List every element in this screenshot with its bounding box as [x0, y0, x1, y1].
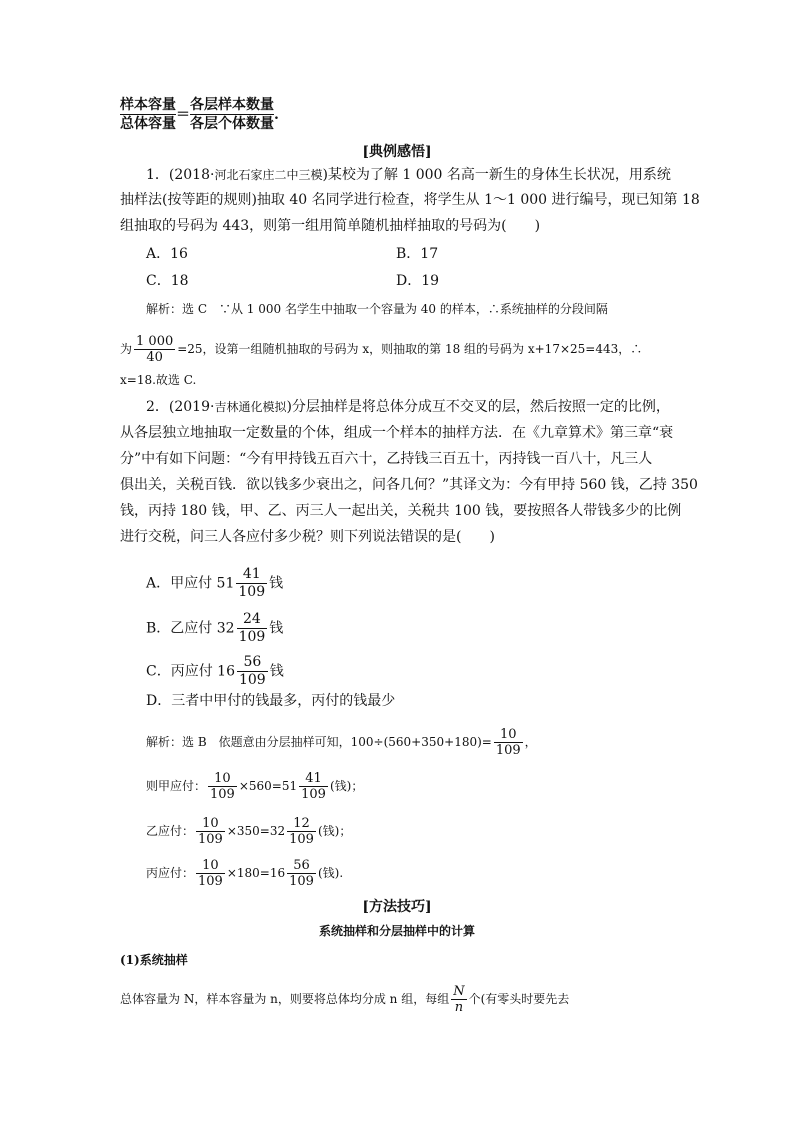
q2-solution-yi-end: (钱)； — [317, 824, 352, 838]
q2-solution-bing-end: (钱). — [317, 866, 344, 880]
q1-solution-line2 — [120, 334, 680, 365]
method1-title: (1)系统抽样 — [120, 953, 188, 967]
q1-line2: 抽样法(按等距的规则)抽取 40 名同学进行检查，将学生从 1～1 000 进行编号，现已知第 18 — [120, 192, 700, 208]
ratio-end: . — [274, 106, 279, 123]
q2-solution-bing-mid: ×180=16 — [226, 866, 286, 880]
q2-solution-line1 — [146, 727, 706, 758]
q2-solution-ratio-den: 109 — [495, 743, 521, 758]
q2-option-b-den: 109 — [238, 629, 266, 645]
q1-option-c: C．18 — [146, 273, 189, 289]
q2-solution-bing-fraction1 — [196, 858, 225, 889]
q2-source: 吉林通化模拟 — [214, 400, 287, 414]
method1-line-end: 个(有零头时要先去 — [468, 992, 570, 1006]
q1-source: 河北石家庄二中三模 — [214, 168, 323, 182]
q1-solution-line2-text: =25，设第一组随机抽取的号码为 x，则抽取的第 18 组的号码为 x+17×25=443，∴ — [177, 342, 643, 356]
q1-solution-fraction-num: 1 000 — [136, 334, 174, 349]
method1-fraction-num: N — [453, 984, 465, 999]
q2-option-b — [146, 611, 706, 646]
section-title-examples: [典例感悟] — [362, 144, 432, 160]
q2-solution-ratio-num: 10 — [494, 727, 523, 743]
q2-line6: 进行交税，问三人各应付多少税？则下列说法错误的是( ) — [120, 529, 495, 545]
q2-line1 — [146, 397, 686, 417]
section-title-methods: [方法技巧] — [362, 899, 432, 915]
ratio-formula: 样本容量 总体容量 ＝ 各层样本数量 各层个体数量 . — [120, 97, 279, 132]
q2-solution-bing-fraction2 — [287, 858, 316, 889]
q2-solution-bing-label: 丙应付： — [146, 866, 195, 880]
q2-solution-ratio-fraction — [494, 727, 523, 758]
q2-option-a-num: 41 — [236, 566, 267, 584]
q2-solution-jia-fraction1 — [208, 771, 237, 802]
q2-solution-bing-num1: 10 — [196, 858, 225, 874]
q2-option-b-unit: 钱 — [269, 620, 284, 637]
ratio-left-denominator: 总体容量 — [120, 116, 176, 132]
q2-solution-jia-den2: 109 — [301, 787, 326, 802]
q2-option-b-num: 24 — [237, 611, 268, 629]
q2-option-c-den: 109 — [238, 672, 266, 688]
q2-option-a-den: 109 — [238, 584, 266, 600]
q2-solution-yi-num1: 10 — [196, 816, 225, 832]
q2-solution-yi-label: 乙应付： — [146, 824, 195, 838]
q2-line4: 俱出关，关税百钱．欲以钱多少衰出之，问各几何？”其译文为：今有甲持 560 钱，乙持 350 — [120, 477, 698, 493]
q2-solution-line1-text: 解析：选 B 依题意由分层抽样可知，100÷(560+350+180)= — [146, 735, 492, 749]
q2-solution-bing-den2: 109 — [289, 874, 314, 889]
q2-solution-yi-fraction2 — [287, 816, 316, 847]
q2-option-c — [146, 654, 706, 689]
q2-option-c-fraction — [237, 654, 268, 689]
q2-solution-yi-fraction1 — [196, 816, 225, 847]
q2-option-a — [146, 566, 706, 601]
q1-solution-fraction — [134, 334, 175, 365]
q2-option-a-text: A．甲应付 51 — [146, 575, 235, 592]
q2-option-c-unit: 钱 — [269, 663, 284, 680]
q2-solution-jia-label: 则甲应付： — [146, 779, 207, 793]
method1-fraction — [451, 984, 466, 1015]
q2-option-d: D．三者中甲付的钱最多，丙付的钱最少 — [146, 693, 396, 709]
q2-line3: 分”中有如下问题：“今有甲持钱五百六十，乙持钱三百五十，丙持钱一百八十，凡三人 — [120, 451, 653, 467]
q2-solution-jia-num2: 41 — [299, 771, 328, 787]
ratio-right-numerator: 各层样本数量 — [190, 97, 274, 113]
q2-line5: 钱，丙持 180 钱，甲、乙、丙三人一起出关，关税共 100 钱，要按照各人带钱多少的比例 — [120, 503, 682, 519]
q2-option-b-fraction — [237, 611, 268, 646]
q2-solution-jia-num1: 10 — [208, 771, 237, 787]
method1-line — [120, 984, 680, 1015]
q2-solution-yi-den1: 109 — [198, 832, 223, 847]
q1-year: 1．(2018· — [146, 167, 215, 183]
q1-line3: 组抽取的号码为 443，则第一组用简单随机抽样抽取的号码为( ) — [120, 218, 541, 234]
q2-option-c-num: 56 — [237, 654, 268, 672]
q2-year: 2．(2019· — [146, 399, 215, 415]
q2-solution-yi-mid: ×350=32 — [226, 824, 286, 838]
methods-subtitle: 系统抽样和分层抽样中的计算 — [318, 924, 475, 938]
q1-option-b: B．17 — [396, 246, 439, 262]
q2-option-c-text: C．丙应付 16 — [146, 663, 235, 680]
q2-option-a-fraction — [236, 566, 267, 601]
q1-line1-text: )某校为了解 1 000 名高一新生的身体生长状况，用系统 — [322, 167, 671, 183]
method1-line-text: 总体容量为 N，样本容量为 n，则要将总体均分成 n 组，每组 — [120, 992, 450, 1006]
q2-solution-jia — [146, 771, 706, 802]
q2-solution-jia-fraction2 — [299, 771, 328, 802]
method1-fraction-den: n — [454, 1000, 464, 1015]
q2-solution-bing-num2: 56 — [287, 858, 316, 874]
q1-solution-fraction-den: 40 — [146, 350, 163, 365]
q2-solution-yi — [146, 816, 706, 847]
q1-solution-prefix: 为 — [120, 342, 133, 356]
q2-option-a-unit: 钱 — [269, 575, 284, 592]
q2-option-b-text: B．乙应付 32 — [146, 620, 235, 637]
q2-solution-jia-end: (钱)； — [329, 779, 364, 793]
ratio-right-denominator: 各层个体数量 — [190, 116, 274, 132]
q2-solution-yi-num2: 12 — [287, 816, 316, 832]
q2-solution-yi-den2: 109 — [289, 832, 314, 847]
ratio-left-numerator: 样本容量 — [120, 97, 176, 113]
q1-line1 — [146, 165, 686, 185]
q2-line2: 从各层独立地抽取一定数量的个体，组成一个样本的抽样方法．在《九章算术》第三章“衰 — [120, 425, 674, 441]
q2-solution-line1-end: ， — [524, 735, 537, 749]
q1-solution-line1: 解析：选 C ∵从 1 000 名学生中抽取一个容量为 40 的样本，∴系统抽样的分段间隔 — [146, 302, 608, 316]
q1-solution-line3: x=18.故选 C. — [120, 373, 197, 387]
q1-option-d: D．19 — [396, 273, 440, 289]
q2-solution-jia-den1: 109 — [210, 787, 235, 802]
q2-solution-bing-den1: 109 — [198, 874, 223, 889]
q2-line1-text: )分层抽样是将总体分成互不交叉的层，然后按照一定的比例， — [286, 399, 670, 415]
q2-solution-jia-mid: ×560=51 — [238, 779, 298, 793]
q2-solution-bing — [146, 858, 706, 889]
q1-option-a: A．16 — [146, 246, 188, 262]
